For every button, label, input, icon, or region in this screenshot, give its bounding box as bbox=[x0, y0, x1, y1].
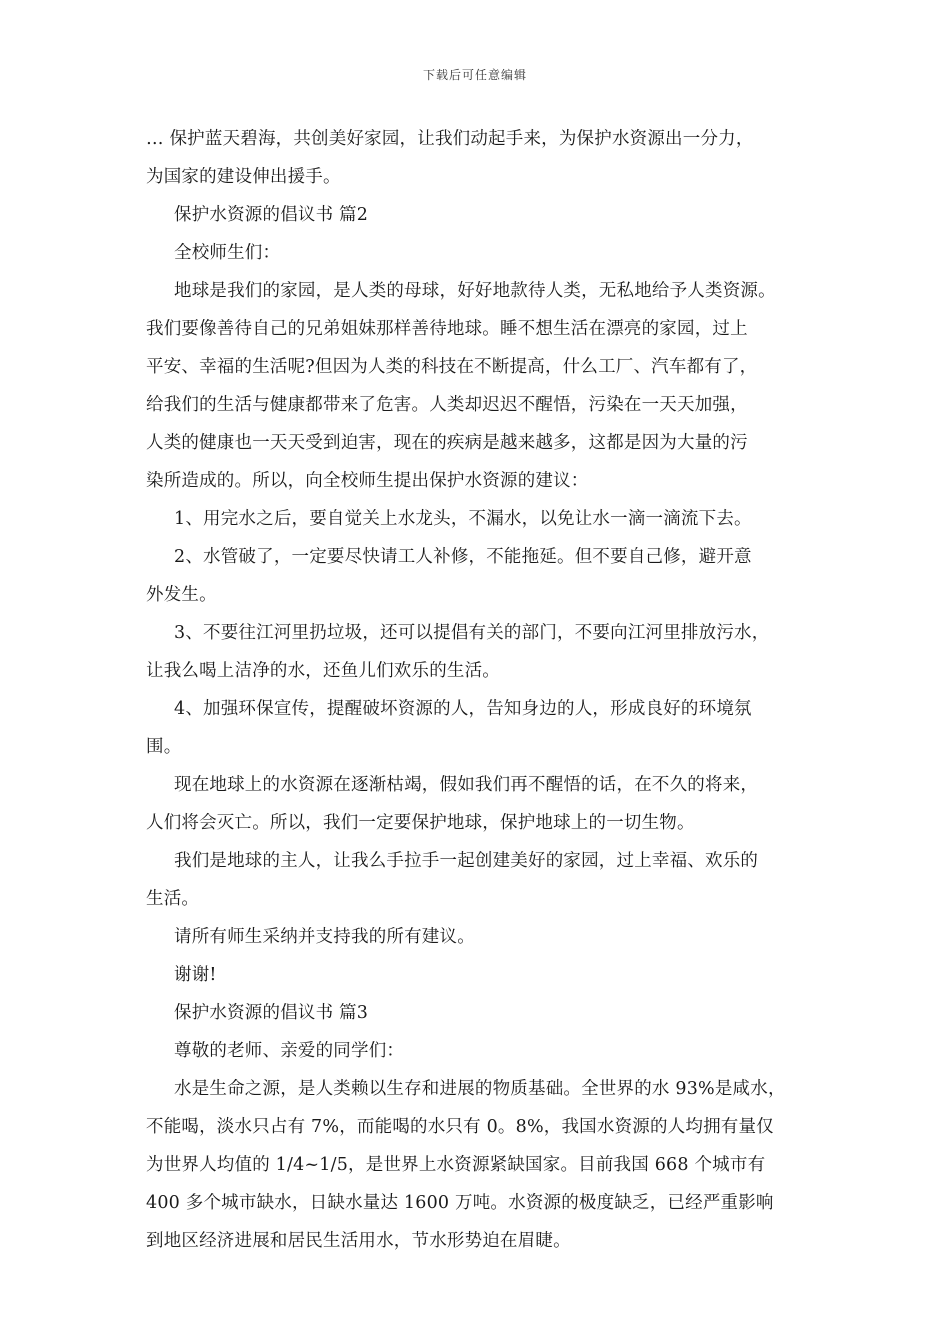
text-line: 尊敬的老师、亲爱的同学们： bbox=[174, 1041, 405, 1061]
text-line: 平安、幸福的生活呢?但因为人类的科技在不断提高，什么工厂、汽车都有了， bbox=[146, 357, 758, 377]
text-line: 谢谢! bbox=[174, 965, 217, 985]
text-line: 1、用完水之后，要自觉关上水龙头，不漏水，以免让水一滴一滴流下去。 bbox=[174, 509, 752, 529]
page-header-note: 下载后可任意编辑 bbox=[422, 68, 527, 82]
text-line: 外发生。 bbox=[146, 585, 217, 605]
text-line: 让我么喝上洁净的水，还鱼儿们欢乐的生活。 bbox=[146, 661, 500, 681]
text-line: 4、加强环保宣传，提醒破坏资源的人，告知身边的人，形成良好的环境氛 bbox=[174, 699, 752, 719]
document-body bbox=[146, 120, 814, 1260]
text-line: 人类的健康也一天天受到迫害，现在的疾病是越来越多，这都是因为大量的污 bbox=[146, 433, 748, 453]
text-line: 现在地球上的水资源在逐渐枯竭，假如我们再不醒悟的话，在不久的将来， bbox=[174, 775, 759, 795]
text-line: 染所造成的。所以，向全校师生提出保护水资源的建议： bbox=[146, 471, 589, 491]
text-line: 为世界人均值的 1/4~1/5，是世界上水资源紧缺国家。目前我国 668 个城市有 bbox=[146, 1155, 766, 1175]
text-line: 为国家的建设伸出援手。 bbox=[146, 167, 341, 187]
text-line: 3、不要往江河里扔垃圾，还可以提倡有关的部门，不要向江河里排放污水， bbox=[174, 623, 770, 643]
text-line: 我们是地球的主人，让我么手拉手一起创建美好的家园，过上幸福、欢乐的 bbox=[174, 851, 759, 871]
text-line: 2、水管破了，一定要尽快请工人补修，不能拖延。但不要自己修，避开意 bbox=[174, 547, 752, 567]
text-line: 水是生命之源，是人类赖以生存和进展的物质基础。全世界的水 93%是咸水， bbox=[174, 1079, 786, 1099]
text-line: 生活。 bbox=[146, 889, 200, 909]
text-line: 请所有师生采纳并支持我的所有建议。 bbox=[174, 927, 475, 947]
text-line: 400 多个城市缺水，日缺水量达 1600 万吨。水资源的极度缺乏，已经严重影响 bbox=[146, 1193, 774, 1213]
text-line: 人们将会灭亡。所以，我们一定要保护地球，保护地球上的一切生物。 bbox=[146, 813, 695, 833]
text-line: 不能喝，淡水只占有 7%，而能喝的水只有 0。8%，我国水资源的人均拥有量仅 bbox=[146, 1117, 774, 1137]
text-line: 地球是我们的家园，是人类的母球，好好地款待人类，无私地给予人类资源。 bbox=[174, 281, 776, 301]
text-line: 保护水资源的倡议书 篇3 bbox=[174, 1003, 369, 1023]
text-line: 我们要像善待自己的兄弟姐妹那样善待地球。睡不想生活在漂亮的家园，过上 bbox=[146, 319, 748, 339]
text-line: 围。 bbox=[146, 737, 182, 757]
text-line: 全校师生们： bbox=[174, 243, 281, 263]
text-line: … 保护蓝天碧海，共创美好家园，让我们动起手来，为保护水资源出一分力， bbox=[146, 129, 754, 149]
text-line: 到地区经济进展和居民生活用水，节水形势迫在眉睫。 bbox=[146, 1231, 571, 1251]
text-line: 保护水资源的倡议书 篇2 bbox=[174, 205, 369, 225]
text-line: 给我们的生活与健康都带来了危害。人类却迟迟不醒悟，污染在一天天加强， bbox=[146, 395, 748, 415]
